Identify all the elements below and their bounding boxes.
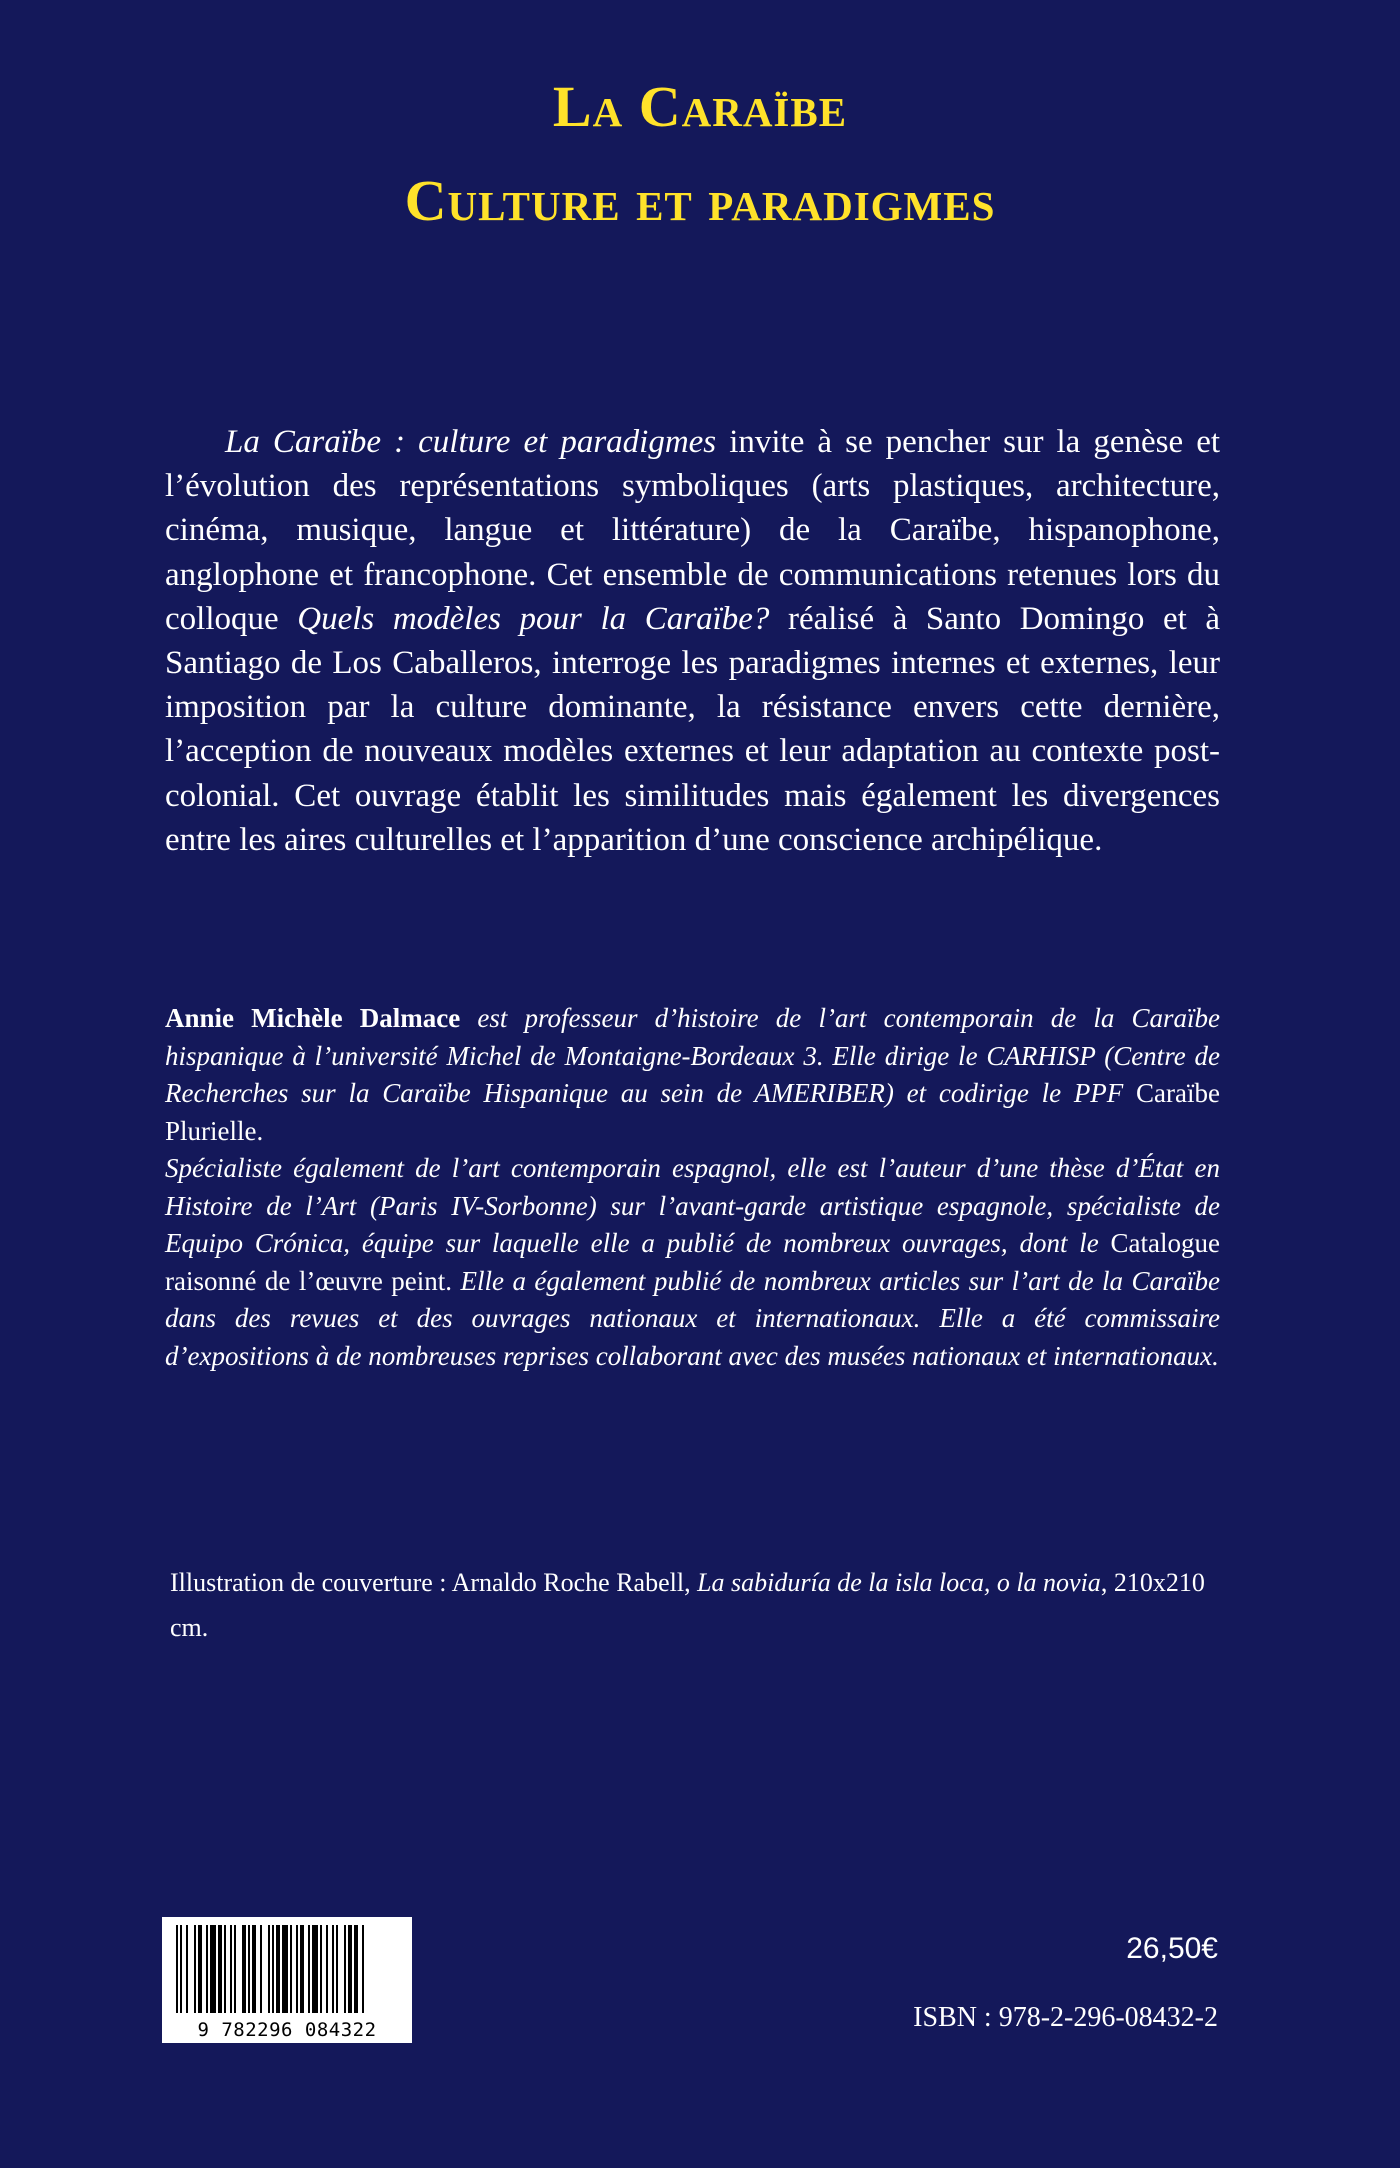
author-bio xyxy=(165,1000,1220,1375)
bio-text-3: Elle a également publié de nombreux articles sur l’art de la Caraïbe dans des revues et des ouvrages nationaux et internationaux. Elle a été commissaire d’expositions à de nombreuses reprises collaborant avec des musées nationaux et internationaux. xyxy=(165,1265,1221,1371)
barcode xyxy=(162,1917,412,2043)
cover-illustration-credit xyxy=(170,1560,1220,1650)
bio-upright-2: Catalogue raisonné de l’œuvre peint. xyxy=(165,1228,1220,1296)
barcode-bars xyxy=(162,1917,412,2017)
illustration-work-title: La sabiduría de la isla loca, o la novia xyxy=(697,1568,1101,1597)
summary-text-2: réalisé à Santo Domingo et à Santiago de Los Caballeros, interroge les paradigmes internes et externes, leur imposition par la culture dominante, la résistance envers cette dernière, l’acception de nouveaux modèles externes et leur adaptation au contexte post-colonial. Cet ouvrage établit les similitudes mais également les divergences entre les aires culturelles et l’apparition d’une conscience archipélique. xyxy=(165,600,1220,858)
summary-paragraph xyxy=(165,420,1220,862)
bio-text-1: est professeur d’histoire de l’art contemporain de la Caraïbe hispanique à l’université Michel de Montaigne-Bordeaux 3. Elle dirige le CARHISP (Centre de Recherches sur la Caraïbe Hispanique au sein de AMERIBER) et codirige le PPF xyxy=(165,1003,1220,1108)
summary-colloque-title: Quels modèles pour la Caraïbe? xyxy=(297,600,770,637)
author-name: Annie Michèle Dalmace xyxy=(165,1003,461,1033)
book-subtitle: Culture et paradigmes xyxy=(404,168,996,233)
price: 26,50€ xyxy=(1126,1932,1218,1965)
bio-text-2: Spécialiste également de l’art contemporain espagnol, elle est l’auteur d’une thèse d’État en Histoire de l’Art (Paris IV-Sorbonne) sur l’avant-garde artistique espagnole, spécialiste de Equipo Crónica, équipe sur laquelle elle a publié de nombreux ouvrages, dont le xyxy=(165,1153,1220,1258)
illustration-label: Illustration de couverture : Arnaldo Roche Rabell, xyxy=(170,1568,698,1597)
barcode-digits: 9 782296 084322 xyxy=(197,2019,377,2041)
summary-text-1: invite à se pencher sur la genèse et l’évolution des représentations symboliques (arts plastiques, architecture, cinéma, musique, langue et littérature) de la Caraïbe, hispanophone, anglophone et francophone. Cet ensemble de communications retenues lors du colloque xyxy=(165,424,1221,637)
isbn: ISBN : 978-2-296-08432-2 xyxy=(913,2002,1218,2033)
bio-upright-1: Caraïbe Plurielle. xyxy=(165,1078,1220,1146)
book-title: La Caraïbe xyxy=(552,74,848,139)
summary-book-title: La Caraïbe : culture et paradigmes xyxy=(225,424,717,460)
illustration-size: , 210x210 cm. xyxy=(170,1568,1205,1642)
